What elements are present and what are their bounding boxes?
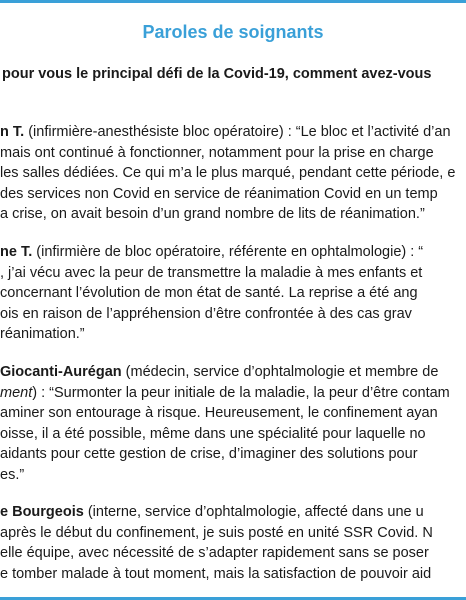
quote-text: oisse, il a été possible, même dans une spécialité pour laquelle no <box>0 425 426 442</box>
testimonial-line <box>0 242 466 263</box>
testimonial-2 <box>0 242 466 345</box>
quote-text: elle équipe, avec nécessité de s’adapter rapidement sans se poser <box>0 545 429 561</box>
quote-text: ) : “Surmonter la peur initiale de la maladie, la peur d’être contam <box>32 384 450 401</box>
quote-text: mais ont continué à fonctionner, notamment pour la prise en charge <box>0 144 434 161</box>
testimonial-line <box>0 204 466 225</box>
quote-text: (infirmière-anesthésiste bloc opératoire) : “Le bloc et l’activité d’an <box>24 124 451 140</box>
testimonial-line <box>0 184 466 205</box>
testimonial-line <box>0 564 466 585</box>
quote-text: ois en raison de l’appréhension d’être confrontée à des cas grav <box>0 305 412 322</box>
emphasis-text: ment <box>0 384 33 401</box>
quote-text: (interne, service d’ophtalmologie, affecté dans une u <box>83 504 424 520</box>
testimonial-line <box>0 465 466 486</box>
quote-text: a crise, on avait besoin d’un grand nombre de lits de réanimation.” <box>0 206 425 222</box>
testimonial-line <box>0 424 466 445</box>
testimonial-line <box>0 444 466 465</box>
testimonial-line <box>0 523 466 544</box>
speaker-name: e Bourgeois <box>0 504 84 520</box>
testimonial-line <box>0 163 466 184</box>
quote-text: e tomber malade à tout moment, mais la satisfaction de pouvoir aid <box>0 565 432 582</box>
quote-text: , j’ai vécu avec la peur de transmettre la maladie à mes enfants et <box>0 264 423 281</box>
quote-text: (infirmière de bloc opératoire, référente en ophtalmologie) : “ <box>32 244 424 260</box>
quote-text: les salles dédiées. Ce qui m’a le plus marqué, pendant cette période, e <box>0 165 456 181</box>
testimonial-line <box>0 263 466 284</box>
speaker-name: ne T. <box>0 244 33 260</box>
testimonial-line <box>0 543 466 564</box>
testimonial-4 <box>0 502 466 584</box>
quote-text: aidants pour cette gestion de crise, d’imaginer des solutions pour <box>0 446 418 462</box>
testimonial-line <box>0 283 466 304</box>
interview-question: pour vous le principal défi de la Covid-19, comment avez-vous <box>2 66 432 82</box>
quote-text: concernant l’évolution de mon état de santé. La reprise a été ang <box>0 285 418 301</box>
testimonial-line <box>0 143 466 164</box>
quote-text: aminer son entourage à risque. Heureusement, le confinement ayan <box>0 405 438 421</box>
page-title: Paroles de soignants <box>142 22 324 42</box>
testimonial-1 <box>0 122 466 225</box>
testimonial-line <box>0 383 466 404</box>
testimonial-line <box>0 502 466 523</box>
quote-text: des services non Covid en service de réanimation Covid en un temp <box>0 185 438 202</box>
testimonial-3 <box>0 362 466 485</box>
testimonial-line <box>0 403 466 424</box>
testimonial-line <box>0 362 466 383</box>
testimonial-line <box>0 324 466 345</box>
speaker-name: n T. <box>0 124 25 140</box>
testimonial-line <box>0 122 466 143</box>
testimonial-line <box>0 304 466 325</box>
quote-text: es.” <box>0 466 25 483</box>
quote-text: réanimation.” <box>0 326 85 342</box>
quote-text: (médecin, service d’ophtalmologie et membre de <box>121 364 439 380</box>
speaker-name: Giocanti-Aurégan <box>0 364 122 380</box>
top-divider <box>0 0 466 3</box>
quote-text: après le début du confinement, je suis posté en unité SSR Covid. N <box>0 524 433 541</box>
